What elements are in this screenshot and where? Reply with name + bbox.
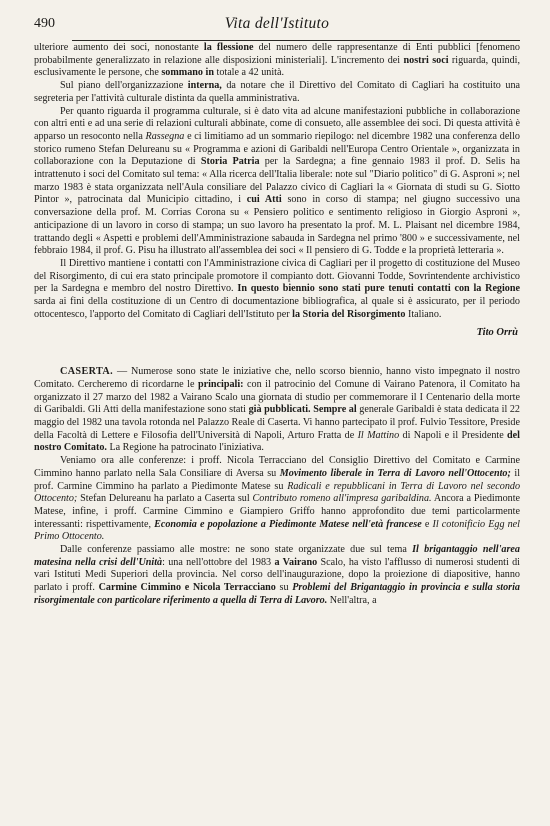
text-run: sarda ai fini della costituzione di un Centro di documentazione bibliografica, al quale si è assicurato, per il periodo ottocentesco, l'apporto del Comitato di Cagliari dell'Istituto per (34, 296, 520, 320)
text-run: Per quanto riguarda il programma culturale, si è dato vita ad alcune manifestazioni pubbliche in collaborazione con altri enti e ad una serie di relazioni culturali abbinate, come di consueto, alle assemblee dei soci. Di questa attività è apparso un resoconto nella (34, 105, 520, 142)
text-run-bold: Carmine Cimmino e Nicola Terracciano (98, 582, 276, 594)
text-run-bold: la Storia del Risorgimento (292, 308, 406, 320)
paragraph-programma-culturale (34, 106, 520, 258)
text-run: generale Garibaldi è stata dedicata il 22 maggio del 1982 una tavola rotonda nel Palazzo Reale di Caserta. Vi hanno partecipato il prof. Fulvio Tessitore, Preside della Facoltà di Lettere e Filosofia dell'Università di Napoli, Arturo Fratta de (34, 404, 520, 441)
text-run-bold: principali: (197, 378, 244, 390)
text-run: Veniamo ora alle conferenze: i proff. Nicola Terracciano del Consiglio Direttivo del Comitato e Carmine Cimmino hanno parlato nella Sala Consiliare di Aversa su (34, 455, 520, 479)
text-run: il prof. Carmine Cimmino ha parlato a Piedimonte Matese su (34, 467, 521, 492)
text-run-italic: Il Mattino (357, 429, 400, 441)
text-run: Scalo, ha visto l'afflusso di numerosi studenti di vari Istituti Medi Superiori della provincia. Nel corso dell'inaugurazione, dopo la proiezione di diapositive, hanno parlato i proff. (34, 556, 520, 594)
paragraph-soci (34, 42, 520, 80)
text-run: : una nell'ottobre del 1983 (162, 556, 275, 568)
text-run: Ancora a Piedimonte Matese, infine, i proff. Carmine Cimmino e Giampiero Griffo hanno approfondito due temi particolarmente interessanti: rispettivamente, (34, 493, 521, 530)
page-body (34, 42, 520, 608)
text-run-bold-italic: Problemi del Brigantaggio in provincia e sulla storia risorgimentale con particolare riferimento a quella di Terra di Lavoro. (34, 582, 520, 606)
paragraph-direttivo (34, 258, 520, 322)
text-run: La Regione ha patrocinato l'iniziativa. (106, 442, 264, 454)
caserta-section (34, 366, 520, 607)
text-run: Stefan Delureanu ha parlato a Caserta sul (77, 493, 253, 505)
text-run-italic: Radicali e repubblicani in Terra di Lavoro nel secondo Ottocento; (34, 480, 521, 505)
text-run-italic: Rassegna (145, 130, 185, 142)
text-run: e ci limitiamo ad un sommario riepilogo: nel dicembre 1982 una conferenza dello storico rumeno Stefan Delureanu su « Programma e azioni di Garibaldi nell'Europa Centro Orientale », organizzata in collaborazione con la Deputazione di (34, 130, 520, 168)
paragraph-organizzazione (34, 80, 520, 105)
text-run: con il patrocinio del Comune di Vairano Patenora, il Comitato ha organizzato il 27 marzo del 1982 a Vairano Scalo una giornata di studio per commemorare il I Centenario della morte di Garibaldi. Gli Atti della manifestazione sono stati (34, 378, 520, 416)
author-signature: Tito Orrù (476, 327, 518, 339)
cagliari-section (34, 42, 520, 340)
header-rule (72, 40, 520, 41)
paragraph-mostre (34, 544, 520, 608)
text-run: riguarda, quindi, esclusivamente le persone, che (34, 54, 520, 79)
text-run-bold: la flessione (203, 42, 254, 53)
text-run: Italiano. (405, 308, 442, 320)
text-run-italic: Il cotonificio Egg nel Primo Ottocento. (34, 518, 520, 543)
text-run-bold: sommano in (161, 67, 214, 79)
text-run-bold-italic: Economia e popolazione a Piedimonte Matese nell'età francese (154, 518, 422, 530)
text-run: Dalle conferenze passiamo alle mostre: ne sono state organizzate due sul tema (60, 544, 413, 556)
text-run-bold: interna, (187, 80, 222, 92)
text-run-bold-italic: Movimento liberale in Terra di Lavoro nell'Ottocento; (279, 467, 511, 479)
text-run: da notare che il Direttivo del Comitato di Cagliari ha costituito una segreteria per l'attività culturale distinta da quella amministrativa. (34, 80, 520, 104)
text-run-bold: nostri soci (403, 54, 449, 66)
page-header (34, 16, 520, 42)
text-run: Nell'altra, a (327, 594, 377, 606)
text-run: ulteriore aumento dei soci, nonostante (34, 42, 204, 53)
text-run: del numero delle rappresentanze di Enti pubblici [fenomeno probabilmente generalizzato in relazione alle disposizioni ministeriali]. L'incremento dei (34, 42, 520, 66)
section-gap (34, 340, 520, 366)
running-title: Vita dell'Istituto (224, 15, 330, 32)
text-run: sono in corso di stampa; nel giugno successivo una conversazione della prof. M. Corrias Corona su « Pensiero politico e sentimento religioso in Giorgio Asproni », anticipazione di un lavoro in corso di stampa; un suo lavoro ha presentato la prof. M. L. Plaisant nel dicembre 1984, trattando degli « Aspetti e problemi dell'Amministrazione sabauda in Sardegna nel primo '800 » e successivamente, nel febbraio 1984, il prof. G. Pisu ha illustrato all'assemblea dei soci « Il pensiero di G. Todde e la proprietà letteraria ». (34, 194, 520, 257)
text-run: Il Direttivo mantiene i contatti con l'Amministrazione civica di Cagliari per il progetto di costituzione del Museo del Risorgimento, di cui era stato principale promotore il compianto dott. Giovanni Todde, Sovrintendente archivistico per la Sardegna e membro del nostro Direttivo. (34, 257, 520, 295)
text-run-italic: Contributo romeno all'impresa garibaldina. (252, 493, 432, 505)
paragraph-iniziative (34, 366, 520, 455)
text-run: totale a 42 unità. (213, 67, 284, 79)
text-run: di Napoli e il Presidente (399, 429, 508, 441)
text-run-bold: In questo biennio sono stati pure tenuti contatti con la Regione (237, 283, 520, 295)
text-run: — Numerose sono state le iniziative che, nello scorso biennio, hanno visto impegnato il nostro Comitato. Cercheremo di ricordarne le (34, 366, 520, 390)
text-run-bold: a Vairano (274, 556, 318, 568)
text-run: e (421, 518, 433, 530)
text-run-bold-italic: Il brigantaggio nell'area matesina nella crisi dell'Unità (34, 544, 520, 568)
text-run-bold: del nostro Comitato. (34, 429, 520, 454)
text-run: su (275, 582, 293, 594)
text-run: Sul piano dell'organizzazione (60, 80, 188, 92)
page-number: 490 (34, 16, 55, 31)
text-run: per la Sardegna; a fine gennaio 1983 il prof. D. Selis ha intrattenuto i soci del Comitato sul tema: « Alla ricerca dell'Italia liberale: note sul "Diario politico" di G. Asproni »; nel marzo 1983 è stata organizzata nell'Aula consiliare del Palazzo civico di Cagliari la « Giornata di studi su G. Siotto Pintor », patrocinata dal Municipio cittadino, i (34, 156, 520, 206)
section-city-heading: CASERTA. (60, 366, 114, 378)
paragraph-conferenze (34, 455, 520, 544)
text-run-bold: già pubblicati. Sempre al (248, 404, 357, 416)
text-run-bold: cui Atti (246, 194, 282, 206)
text-run-bold: Storia Patria (200, 156, 260, 168)
